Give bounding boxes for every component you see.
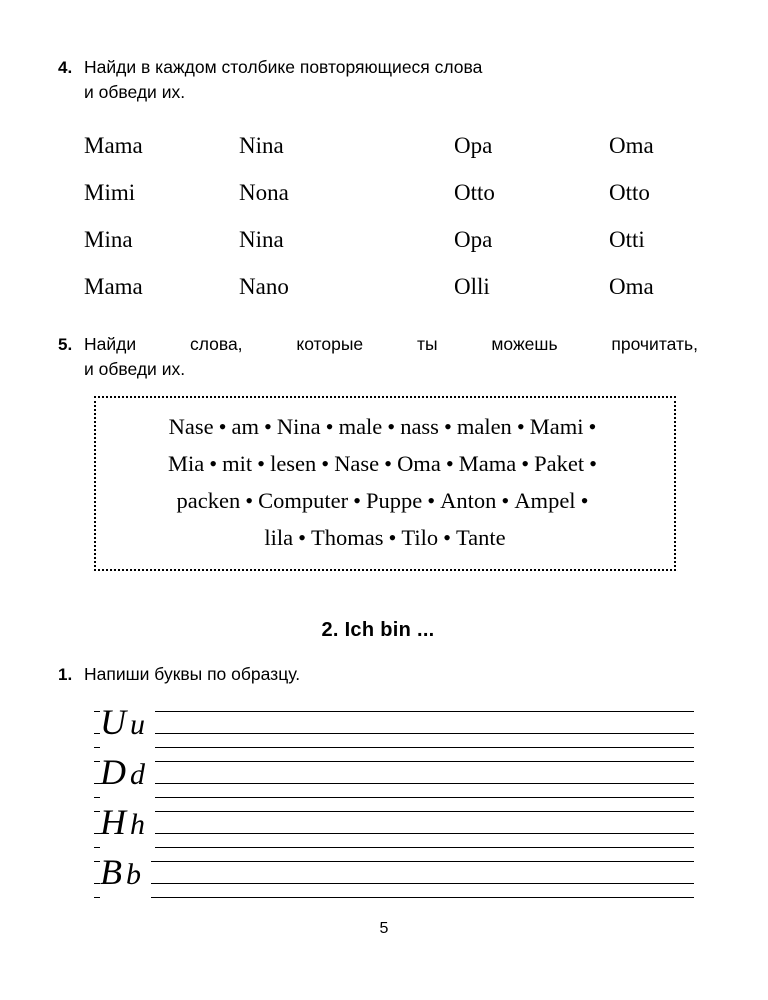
word-cell[interactable]: Opa xyxy=(454,133,493,158)
rule-top xyxy=(94,761,694,762)
rule-middle xyxy=(94,783,694,784)
bullet-separator-icon: • xyxy=(388,525,397,550)
word-cell[interactable]: Nano xyxy=(239,274,289,299)
rule-middle xyxy=(94,883,694,884)
word-cell[interactable]: Olli xyxy=(454,274,490,299)
bullet-separator-icon: • xyxy=(580,488,589,513)
rule-middle xyxy=(94,733,694,734)
letter-uppercase: U xyxy=(100,702,130,742)
word-cell[interactable]: Mimi xyxy=(84,180,136,205)
word-row xyxy=(84,122,684,169)
bullet-separator-icon: • xyxy=(245,488,254,513)
exercise-4-instruction xyxy=(84,55,698,105)
bullet-separator-icon: • xyxy=(325,414,334,439)
rule-bottom xyxy=(94,897,694,898)
bullet-separator-icon: • xyxy=(264,414,272,439)
practice-line-row[interactable] xyxy=(94,803,694,853)
practice-line-row[interactable] xyxy=(94,853,694,903)
page-number: 5 xyxy=(379,920,389,937)
rule-bottom xyxy=(94,747,694,748)
bullet-separator-icon: • xyxy=(516,414,525,439)
bullet-separator-icon: • xyxy=(384,451,393,476)
bullet-separator-icon: • xyxy=(298,525,306,550)
bullet-separator-icon: • xyxy=(353,488,362,513)
word-cell[interactable]: Otto xyxy=(609,180,650,205)
exercise-5-instruction xyxy=(84,332,698,382)
letter-sample xyxy=(100,847,151,900)
word-search-box xyxy=(94,396,676,571)
letter-uppercase: B xyxy=(100,852,126,892)
word-item[interactable]: packen xyxy=(176,488,241,513)
word-item[interactable]: Puppe xyxy=(366,488,423,513)
word-item[interactable]: Tante xyxy=(455,525,506,550)
exercise-5-heading xyxy=(58,332,698,382)
word-cell[interactable]: Mama xyxy=(84,133,143,158)
word-item[interactable]: Mama xyxy=(458,451,517,476)
word-cell[interactable]: Nona xyxy=(239,180,289,205)
practice-line-row[interactable] xyxy=(94,703,694,753)
word-item[interactable]: Paket xyxy=(534,451,585,476)
bullet-separator-icon: • xyxy=(589,451,597,476)
letter-lowercase: u xyxy=(130,708,149,741)
word-item[interactable]: lila xyxy=(264,525,294,550)
word-item[interactable]: Oma xyxy=(397,451,441,476)
bullet-separator-icon: • xyxy=(445,451,454,476)
word-row xyxy=(84,263,684,310)
word-item[interactable]: Nase xyxy=(334,451,380,476)
bullet-separator-icon: • xyxy=(321,451,330,476)
letter-sample xyxy=(100,697,155,750)
bullet-separator-icon: • xyxy=(588,414,597,439)
handwriting-practice xyxy=(94,703,694,903)
word-item[interactable]: am xyxy=(231,414,260,439)
word-item[interactable]: lesen xyxy=(270,451,317,476)
bullet-separator-icon: • xyxy=(427,488,436,513)
exercise-4-instruction-line-1: Найди в каждом столбике повторяющиеся слова xyxy=(84,57,483,77)
exercise-1-instruction: Напиши буквы по образцу. xyxy=(84,664,301,684)
bullet-separator-icon: • xyxy=(443,525,451,550)
bullet-separator-icon: • xyxy=(521,451,530,476)
word-cell[interactable]: Otto xyxy=(454,180,495,205)
word-item[interactable]: Anton xyxy=(440,488,497,513)
word-cell[interactable]: Nina xyxy=(239,133,284,158)
bullet-separator-icon: • xyxy=(387,414,396,439)
exercise-4-heading xyxy=(58,55,698,105)
exercise-5-instruction-line-1: Найди слова, которые ты можешь прочитать, xyxy=(84,334,698,354)
bullet-separator-icon: • xyxy=(209,451,218,476)
exercise-4-number: 4. xyxy=(58,58,73,77)
rule-bottom xyxy=(94,797,694,798)
letter-uppercase: H xyxy=(100,802,130,842)
rule-bottom xyxy=(94,847,694,848)
exercise-5-instruction-line-2: и обведи их. xyxy=(84,359,186,379)
letter-lowercase: b xyxy=(126,858,145,891)
word-item[interactable]: Ampel xyxy=(514,488,576,513)
rule-middle xyxy=(94,833,694,834)
word-cell[interactable]: Opa xyxy=(454,227,493,252)
letter-sample xyxy=(100,747,155,800)
word-item[interactable]: Thomas xyxy=(310,525,384,550)
letter-sample xyxy=(100,797,155,850)
bullet-separator-icon: • xyxy=(501,488,510,513)
word-cell[interactable]: Mina xyxy=(84,227,133,252)
letter-lowercase: d xyxy=(130,758,149,791)
word-item[interactable]: Tilo xyxy=(401,525,439,550)
word-box-line xyxy=(110,408,660,445)
word-item[interactable]: Mami xyxy=(529,414,584,439)
bullet-separator-icon: • xyxy=(218,414,227,439)
word-item[interactable]: Nina xyxy=(276,414,321,439)
word-cell[interactable]: Oma xyxy=(609,133,654,158)
exercise-1-number: 1. xyxy=(58,665,73,684)
word-item[interactable]: male xyxy=(338,414,383,439)
letter-lowercase: h xyxy=(130,808,149,841)
letter-uppercase: D xyxy=(100,752,130,792)
rule-top xyxy=(94,811,694,812)
word-box-line xyxy=(110,519,660,556)
exercise-5-number: 5. xyxy=(58,335,73,354)
rule-top xyxy=(94,861,694,862)
word-item[interactable]: Nase xyxy=(168,414,214,439)
word-item[interactable]: Computer xyxy=(258,488,349,513)
word-item[interactable]: malen xyxy=(456,414,512,439)
word-cell[interactable]: Otti xyxy=(609,227,645,252)
word-item[interactable]: mit xyxy=(222,451,253,476)
word-item[interactable]: Mia xyxy=(168,451,205,476)
word-item[interactable]: nass xyxy=(400,414,439,439)
section-title: 2. Ich bin ... xyxy=(321,619,435,641)
rule-top xyxy=(94,711,694,712)
word-cell[interactable]: Oma xyxy=(609,274,654,299)
word-cell[interactable]: Mama xyxy=(84,274,143,299)
practice-line-row[interactable] xyxy=(94,753,694,803)
bullet-separator-icon: • xyxy=(443,414,452,439)
word-cell[interactable]: Nina xyxy=(239,227,284,252)
word-box-line xyxy=(110,445,660,482)
word-row xyxy=(84,216,684,263)
exercise-1-heading xyxy=(58,662,698,687)
word-row xyxy=(84,169,684,216)
word-box-line xyxy=(110,482,660,519)
bullet-separator-icon: • xyxy=(257,451,266,476)
exercise-4-instruction-line-2: и обведи их. xyxy=(84,82,186,102)
word-columns xyxy=(84,122,684,310)
